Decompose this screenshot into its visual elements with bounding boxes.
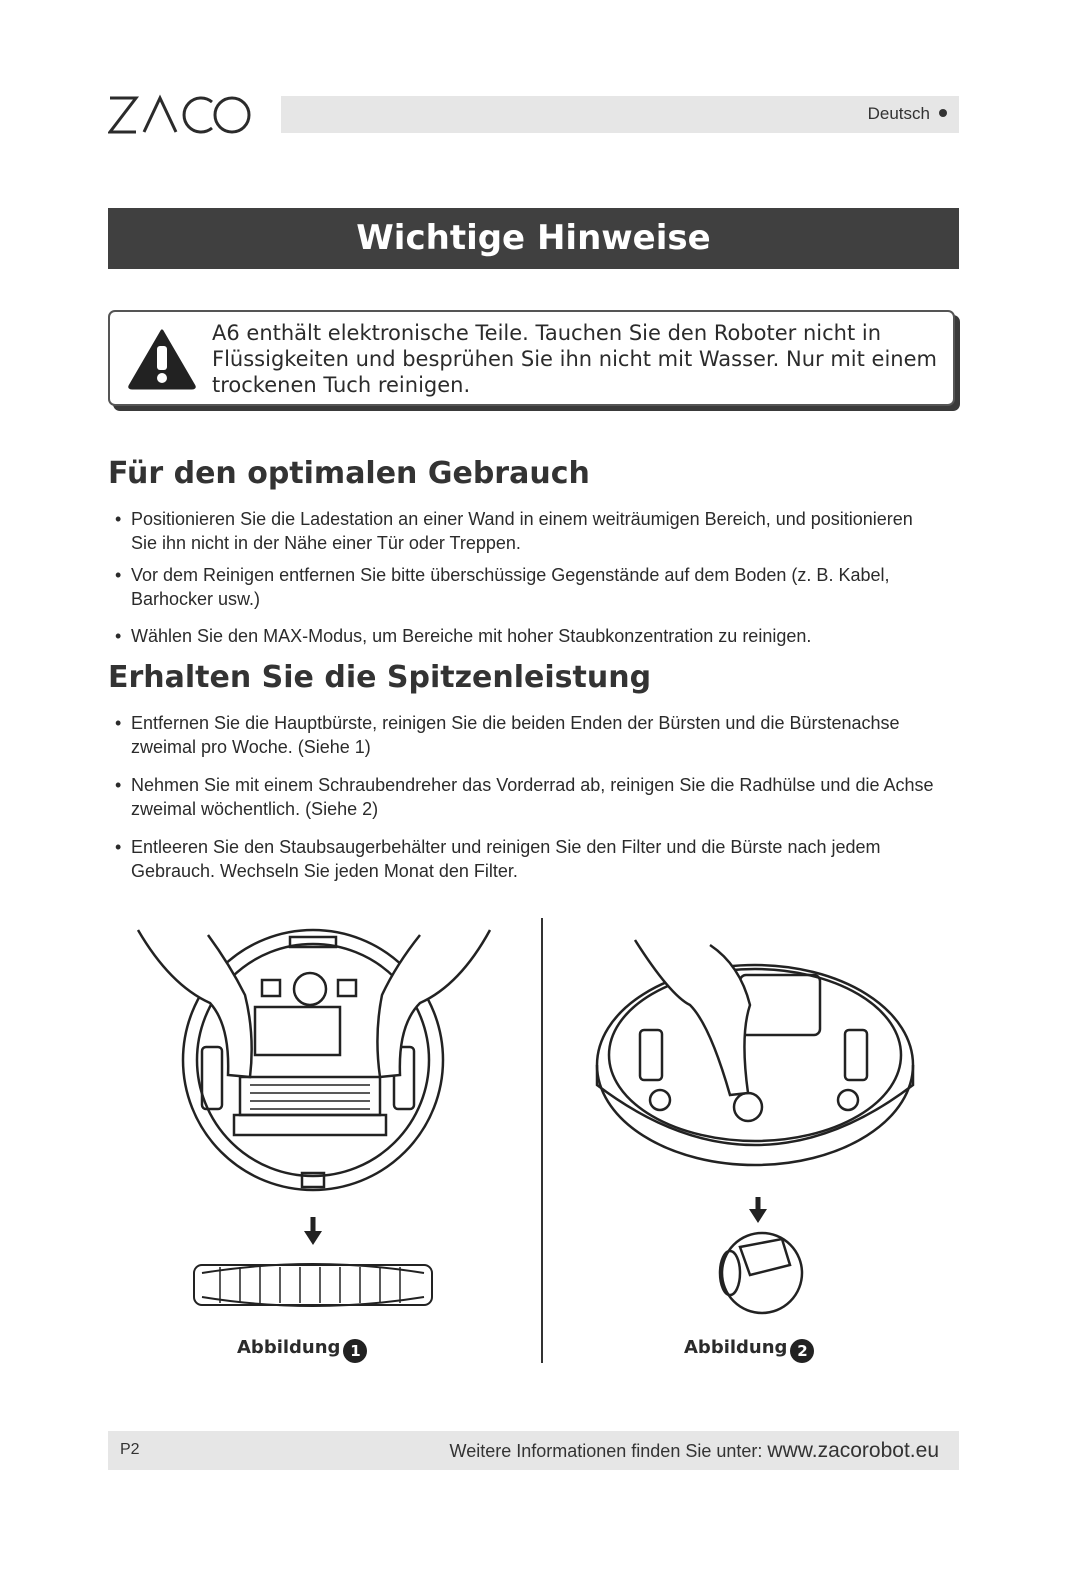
section-heading-performance: Erhalten Sie die Spitzenleistung [108, 660, 652, 695]
usage-list [115, 507, 965, 648]
page-title: Wichtige Hinweise [108, 208, 959, 269]
figure-number-badge: 2 [790, 1339, 814, 1363]
figure-divider [541, 918, 543, 1363]
figure-number-badge: 1 [343, 1339, 367, 1363]
zaco-logo [108, 94, 252, 136]
website-link[interactable]: www.zacorobot.eu [767, 1439, 939, 1462]
figure-1-main-brush-illustration [130, 925, 510, 1325]
warning-triangle-icon [128, 328, 196, 390]
list-item: • Wählen Sie den MAX-Modus, um Bereiche mit hoher Staubkonzentration zu reinigen. [115, 624, 965, 648]
figure-2-front-wheel-illustration [590, 935, 930, 1325]
list-item: • Entleeren Sie den Staubsaugerbehälter und reinigen Sie den Filter und die Bürste nach jedem Gebrauch. Wechseln Sie jeden Monat den Filter. [115, 835, 901, 883]
language-label: Deutsch [868, 104, 947, 124]
list-item: • Entfernen Sie die Hauptbürste, reinigen Sie die beiden Enden der Bürsten und die Bürstenachse zweimal pro Woche. (Siehe 1) [115, 711, 911, 759]
bullet-dot-icon [939, 109, 947, 117]
footer-info: Weitere Informationen finden Sie unter: www.zacorobot.eu [449, 1439, 939, 1462]
section-heading-usage: Für den optimalen Gebrauch [108, 456, 590, 491]
language-bar [281, 96, 959, 133]
performance-list [115, 711, 965, 883]
list-item: • Vor dem Reinigen entfernen Sie bitte überschüssige Gegenstände auf dem Boden (z. B. Kabel, Barhocker usw.) [115, 563, 911, 611]
warning-box [108, 310, 955, 406]
figure-2-caption: Abbildung 2 [684, 1337, 814, 1363]
page-number: P2 [120, 1441, 140, 1458]
figure-1-caption: Abbildung 1 [237, 1337, 367, 1363]
list-item: • Positionieren Sie die Ladestation an einer Wand in einem weiträumigen Bereich, und positionieren Sie ihn nicht in der Nähe einer Tür oder Treppen. [115, 507, 931, 555]
warning-text: A6 enthält elektronische Teile. Tauchen Sie den Roboter nicht in Flüssigkeiten und besprühen Sie ihn nicht mit Wasser. Nur mit einem trockenen Tuch reinigen. [212, 321, 937, 397]
footer-bar [108, 1431, 959, 1470]
list-item: • Nehmen Sie mit einem Schraubendreher das Vorderrad ab, reinigen Sie die Radhülse und die Achse zweimal wöchentlich. (Siehe 2) [115, 773, 965, 821]
